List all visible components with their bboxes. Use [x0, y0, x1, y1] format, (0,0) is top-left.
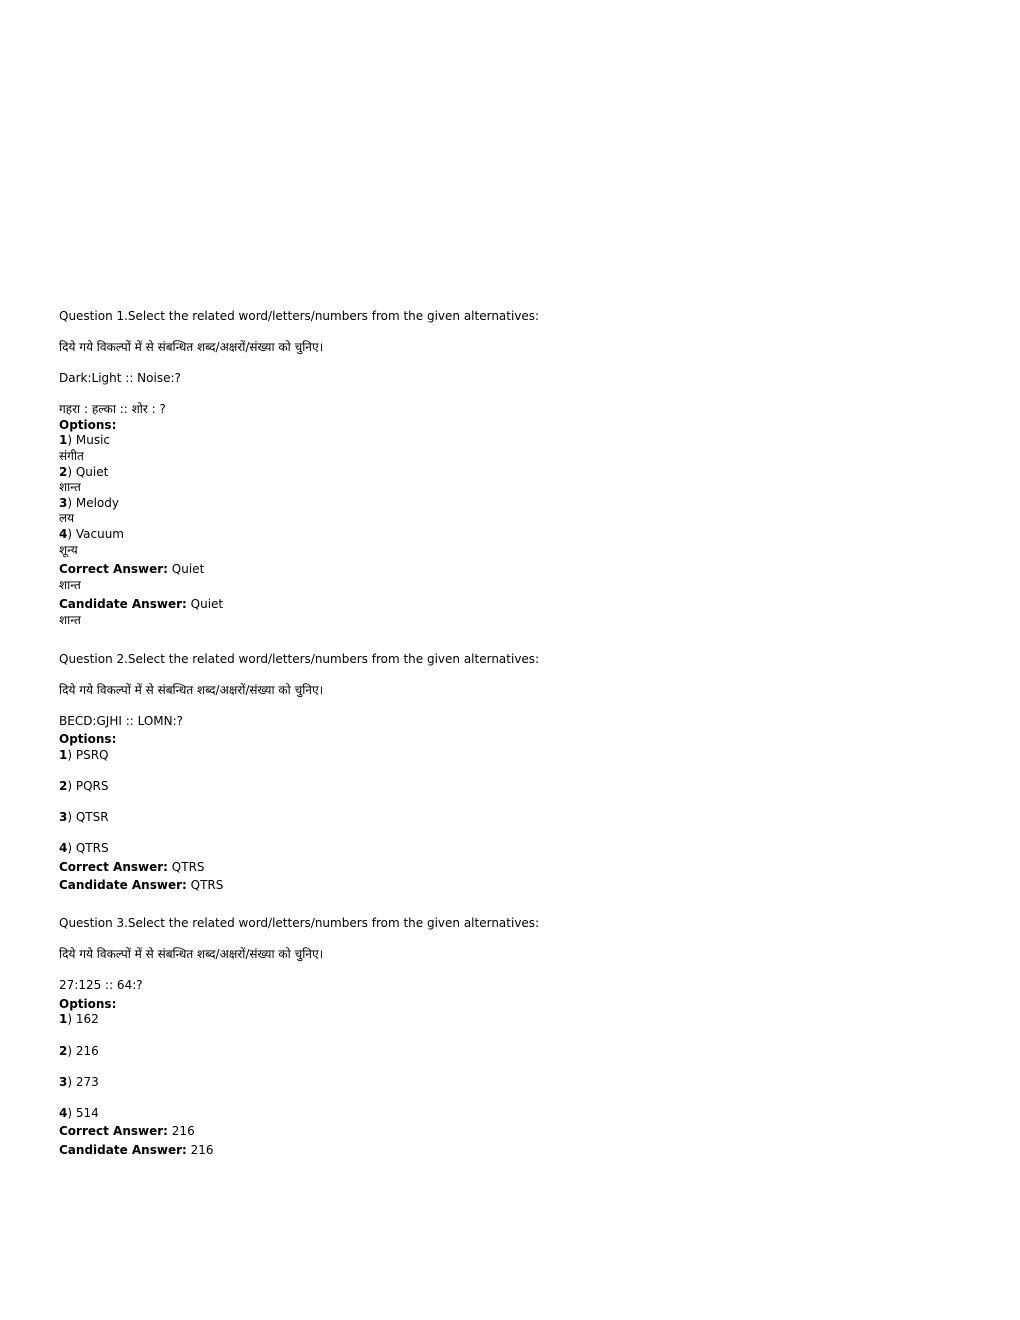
option-3-hindi: लय — [59, 511, 75, 526]
question-problem-hindi: गहरा : हल्का :: शोर : ? — [59, 402, 166, 417]
candidate-answer-value: QTRS — [190, 878, 224, 893]
option-text: ) PSRQ — [67, 747, 109, 762]
option-number: 1 — [59, 747, 68, 762]
option-text: ) Melody — [67, 495, 119, 510]
option-text: ) Quiet — [67, 464, 109, 479]
options-label: Options: — [59, 732, 117, 747]
candidate-answer-label: Candidate Answer: — [59, 597, 187, 612]
question-text: Question 2.Select the related word/letters/numbers from the given alternatives: — [59, 651, 540, 666]
question-problem: Dark:Light :: Noise:? — [59, 371, 181, 386]
question-problem: 27:125 :: 64:? — [59, 978, 143, 993]
correct-answer-label: Correct Answer: — [59, 1124, 168, 1139]
option-4 — [59, 527, 959, 543]
candidate-answer-value: 216 — [190, 1142, 214, 1157]
correct-answer — [59, 860, 959, 876]
candidate-answer-hindi: शान्त — [59, 613, 81, 627]
option-text: ) 216 — [67, 1043, 99, 1058]
option-text: ) Vacuum — [67, 527, 124, 542]
option-text: ) Music — [67, 433, 110, 448]
correct-answer-value: 216 — [171, 1124, 195, 1139]
correct-answer — [59, 1124, 959, 1140]
question-block-2 — [59, 652, 959, 894]
option-number: 2 — [59, 464, 68, 479]
option-4 — [59, 841, 959, 857]
option-3 — [59, 496, 959, 512]
option-2-hindi: शान्त — [59, 480, 81, 495]
correct-answer — [59, 562, 959, 578]
option-text: ) 514 — [67, 1105, 99, 1120]
correct-answer-label: Correct Answer: — [59, 562, 168, 577]
correct-answer-hindi: शान्त — [59, 577, 81, 592]
candidate-answer — [59, 1143, 959, 1159]
candidate-answer — [59, 878, 959, 894]
option-number: 3 — [59, 495, 68, 510]
option-number: 4 — [59, 841, 68, 856]
option-3 — [59, 1075, 959, 1091]
question-block-3 — [59, 916, 959, 1158]
option-2 — [59, 465, 959, 481]
option-number: 4 — [59, 527, 68, 542]
question-text: Question 3.Select the related word/letters/numbers from the given alternatives: — [59, 916, 540, 931]
question-block-1 — [59, 309, 959, 629]
options-label: Options: — [59, 417, 117, 432]
option-2 — [59, 779, 959, 795]
option-1 — [59, 433, 959, 449]
question-text: Question 1.Select the related word/letters/numbers from the given alternatives: — [59, 309, 540, 323]
option-1 — [59, 1012, 959, 1028]
candidate-answer-label: Candidate Answer: — [59, 1142, 187, 1157]
candidate-answer-value: Quiet — [190, 597, 224, 612]
option-4-hindi: शून्य — [59, 542, 78, 557]
candidate-answer-label: Candidate Answer: — [59, 878, 187, 893]
option-text: ) 162 — [67, 1012, 99, 1027]
option-number: 3 — [59, 810, 68, 825]
question-problem: BECD:GJHI :: LOMN:? — [59, 713, 184, 728]
option-number: 3 — [59, 1074, 68, 1089]
option-text: ) QTSR — [67, 810, 109, 825]
correct-answer-label: Correct Answer: — [59, 859, 168, 874]
option-text: ) 273 — [67, 1074, 99, 1089]
candidate-answer — [59, 597, 959, 613]
option-number: 2 — [59, 1043, 68, 1058]
option-1 — [59, 748, 959, 764]
option-1-hindi: संगीत — [59, 449, 84, 464]
option-number: 2 — [59, 779, 68, 794]
options-label: Options: — [59, 996, 117, 1011]
option-4 — [59, 1106, 959, 1122]
option-number: 4 — [59, 1105, 68, 1120]
question-hindi-instruction: दिये गये विकल्पों में से संबन्धित शब्द/अक्षरों/संख्या को चुनिए। — [59, 682, 324, 697]
correct-answer-value: QTRS — [171, 859, 205, 874]
document-page — [59, 309, 959, 1158]
question-hindi-instruction: दिये गये विकल्पों में से संबन्धित शब्द/अक्षरों/संख्या को चुनिए। — [59, 340, 324, 355]
option-number: 1 — [59, 433, 68, 448]
option-text: ) QTRS — [67, 841, 109, 856]
option-number: 1 — [59, 1012, 68, 1027]
option-2 — [59, 1044, 959, 1060]
correct-answer-value: Quiet — [171, 562, 205, 577]
question-hindi-instruction: दिये गये विकल्पों में से संबन्धित शब्द/अक्षरों/संख्या को चुनिए। — [59, 947, 324, 962]
option-3 — [59, 810, 959, 826]
option-text: ) PQRS — [67, 779, 109, 794]
